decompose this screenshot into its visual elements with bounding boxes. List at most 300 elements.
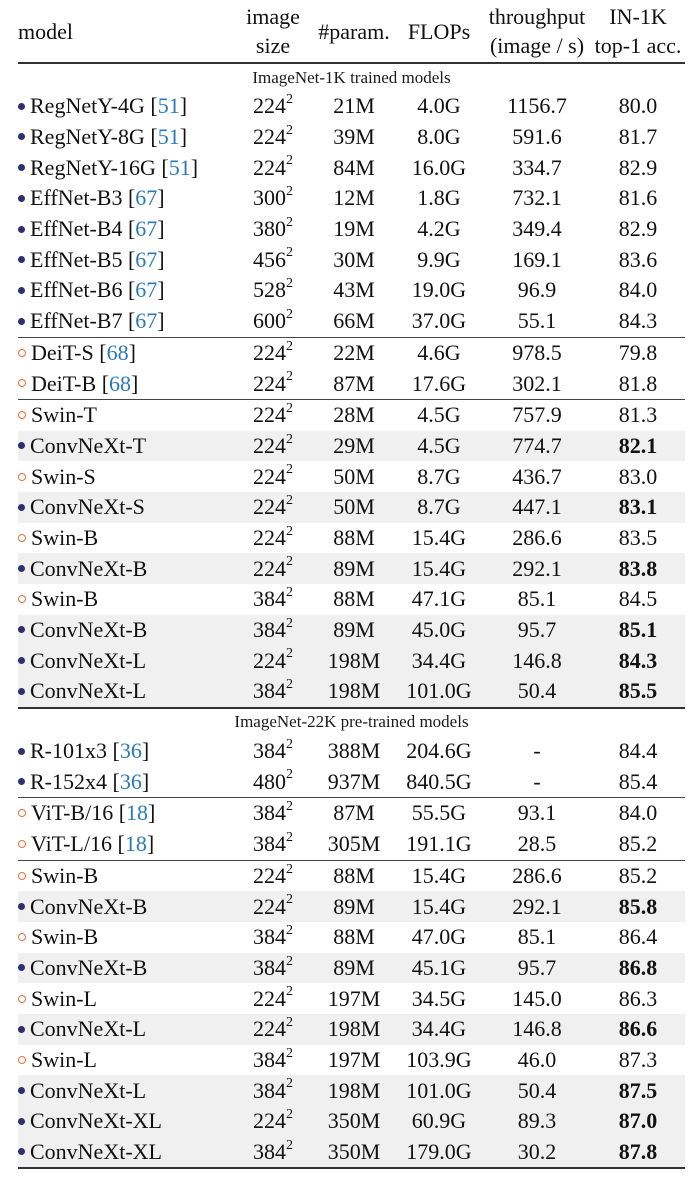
flops-cell: 15.4G	[395, 891, 483, 922]
header-accuracy-line1: IN-1K	[609, 4, 667, 29]
image-size-cell	[233, 766, 313, 797]
accuracy-cell: 84.0	[618, 277, 658, 303]
table-row	[18, 553, 685, 584]
resolution-value: 224	[253, 524, 286, 550]
resolution-exponent: 2	[286, 1045, 293, 1061]
model-name: Swin-B	[31, 524, 99, 550]
params-cell: 22M	[313, 337, 395, 368]
model-name: ConvNeXt-T	[30, 432, 147, 458]
model-cell	[18, 492, 233, 523]
resolution-value: 600	[253, 308, 286, 334]
flops-cell: 4.6G	[395, 337, 483, 368]
convnet-marker-icon	[18, 1118, 25, 1125]
flops-cell: 15.4G	[395, 860, 483, 891]
flops-cell: 1.8G	[417, 185, 461, 211]
model-name: ViT-L/16	[31, 831, 112, 857]
params-cell: 30M	[333, 246, 375, 272]
resolution-value: 224	[253, 1108, 286, 1134]
throughput-cell: 50.4	[483, 676, 591, 708]
model-name: RegNetY-16G	[30, 154, 156, 180]
comparison-table	[18, 0, 685, 1169]
image-size-cell	[233, 91, 313, 122]
params-cell: 21M	[333, 93, 375, 119]
model-name: ViT-B/16	[31, 800, 114, 826]
resolution-value: 224	[253, 370, 286, 396]
throughput-cell: -	[533, 738, 541, 764]
resolution-value: 224	[253, 985, 286, 1011]
resolution-exponent: 2	[286, 554, 293, 570]
table-row	[18, 983, 685, 1014]
throughput-cell: 978.5	[483, 337, 591, 368]
params-cell: 29M	[313, 431, 395, 462]
resolution-exponent: 2	[286, 492, 293, 508]
model-cell	[18, 1106, 233, 1137]
accuracy-cell: 82.9	[618, 154, 658, 180]
resolution-value: 224	[253, 555, 286, 581]
throughput-cell: -	[533, 768, 541, 794]
accuracy-cell: 85.2	[591, 860, 685, 891]
model-name: ConvNeXt-L	[30, 647, 147, 673]
table-row	[18, 615, 685, 646]
transformer-marker-icon	[18, 411, 26, 419]
table-row	[18, 91, 685, 122]
accuracy-cell: 87.3	[618, 1046, 658, 1072]
resolution-exponent: 2	[286, 615, 293, 631]
model-name: EffNet-B6	[30, 277, 123, 303]
transformer-marker-icon	[18, 473, 26, 481]
params-cell: 198M	[313, 1014, 395, 1045]
params-cell: 937M	[327, 768, 381, 794]
table-row	[18, 461, 685, 492]
model-name: ConvNeXt-B	[30, 954, 148, 980]
flops-cell: 103.9G	[406, 1046, 472, 1072]
convnet-marker-icon	[18, 287, 25, 294]
params-cell: 89M	[313, 615, 395, 646]
transformer-marker-icon	[18, 809, 26, 817]
model-cell	[18, 615, 233, 646]
params-cell: 12M	[333, 185, 375, 211]
resolution-exponent: 2	[286, 585, 293, 601]
transformer-marker-icon	[18, 349, 26, 357]
resolution-value: 384	[253, 954, 286, 980]
table-row	[18, 1045, 685, 1076]
table-row	[18, 337, 685, 368]
image-size-cell	[233, 953, 313, 984]
citation-link[interactable]: 18	[126, 800, 149, 826]
model-name: EffNet-B7	[30, 308, 123, 334]
image-size-cell	[233, 553, 313, 584]
image-size-cell	[233, 183, 313, 214]
image-size-cell	[233, 523, 313, 554]
resolution-value: 456	[253, 246, 286, 272]
model-cell: DeiT-S [68]	[18, 337, 233, 368]
header-throughput-line2: (image / s)	[489, 33, 585, 58]
resolution-value: 528	[253, 277, 286, 303]
resolution-exponent: 2	[286, 462, 293, 478]
params-cell: 88M	[333, 924, 375, 950]
image-size-cell	[233, 399, 313, 430]
accuracy-cell: 81.3	[591, 399, 685, 430]
citation-link[interactable]: 67	[135, 246, 158, 272]
flops-cell: 15.4G	[395, 553, 483, 584]
convnet-marker-icon	[18, 964, 25, 971]
convnet-marker-icon	[18, 195, 25, 202]
model-cell: RegNetY-4G [51]	[18, 91, 233, 122]
flops-cell: 9.9G	[417, 246, 461, 272]
transformer-marker-icon	[18, 933, 26, 941]
accuracy-cell: 84.4	[618, 738, 658, 764]
transformer-marker-icon	[18, 1056, 26, 1064]
convnet-marker-icon	[18, 626, 25, 633]
flops-cell: 55.5G	[395, 798, 483, 829]
accuracy-cell: 86.8	[591, 953, 685, 984]
params-cell: 66M	[333, 308, 375, 334]
accuracy-cell: 83.6	[618, 246, 658, 272]
model-name: ConvNeXt-L	[30, 1077, 147, 1103]
convnet-marker-icon	[18, 688, 25, 695]
image-size-cell	[233, 584, 313, 615]
section-title: ImageNet-22K pre-trained models	[18, 708, 685, 736]
resolution-value: 224	[253, 494, 286, 520]
flops-cell: 15.4G	[411, 524, 467, 550]
flops-cell: 45.0G	[395, 615, 483, 646]
convnet-marker-icon	[18, 256, 25, 263]
header-throughput	[483, 0, 591, 63]
table-row	[18, 736, 685, 767]
params-cell: 305M	[327, 831, 381, 857]
params-cell: 89M	[313, 553, 395, 584]
model-cell: RegNetY-16G [51]	[18, 152, 233, 183]
params-cell: 198M	[313, 1075, 395, 1106]
model-cell	[18, 860, 233, 891]
resolution-value: 224	[253, 862, 286, 888]
throughput-cell: 89.3	[483, 1106, 591, 1137]
image-size-cell	[233, 891, 313, 922]
convnet-marker-icon	[18, 226, 25, 233]
table-row	[18, 523, 685, 554]
model-name: Swin-T	[31, 402, 97, 428]
throughput-cell: 334.7	[512, 154, 562, 180]
accuracy-cell: 83.1	[591, 492, 685, 523]
flops-cell: 4.0G	[417, 93, 461, 119]
throughput-cell: 286.6	[483, 860, 591, 891]
header-flops: FLOPs	[407, 18, 471, 44]
header-accuracy	[591, 0, 685, 63]
flops-cell: 191.1G	[406, 831, 472, 857]
model-cell: EffNet-B6 [67]	[18, 275, 233, 306]
model-cell	[18, 523, 233, 554]
model-name: Swin-B	[31, 586, 99, 612]
image-size-cell	[233, 152, 313, 183]
accuracy-cell: 86.3	[618, 985, 658, 1011]
citation-link[interactable]: 67	[135, 185, 158, 211]
header-image-size-line2: size	[255, 33, 291, 58]
throughput-cell: 93.1	[483, 798, 591, 829]
resolution-exponent: 2	[286, 1076, 293, 1092]
accuracy-cell: 84.3	[591, 645, 685, 676]
header-model: model	[18, 18, 73, 44]
model-name: EffNet-B4	[30, 216, 123, 242]
convnet-marker-icon	[18, 103, 25, 110]
throughput-cell: 774.7	[483, 431, 591, 462]
image-size-cell	[233, 1014, 313, 1045]
section-title: ImageNet-1K trained models	[252, 67, 451, 87]
model-cell	[18, 983, 233, 1014]
params-cell: 43M	[333, 277, 375, 303]
resolution-exponent: 2	[286, 953, 293, 969]
resolution-exponent: 2	[286, 306, 293, 322]
model-cell	[18, 584, 233, 615]
model-name: Swin-B	[31, 924, 99, 950]
resolution-value: 384	[253, 738, 286, 764]
header-params: #param.	[318, 18, 390, 44]
throughput-cell: 349.4	[512, 216, 562, 242]
resolution-exponent: 2	[286, 1107, 293, 1123]
citation-link[interactable]: 67	[135, 308, 158, 334]
throughput-cell: 169.1	[512, 246, 562, 272]
convnet-marker-icon	[18, 657, 25, 664]
resolution-exponent: 2	[286, 431, 293, 447]
convnet-marker-icon	[18, 565, 25, 572]
flops-cell: 37.0G	[411, 308, 467, 334]
accuracy-cell: 85.8	[591, 891, 685, 922]
throughput-cell: 55.1	[517, 308, 557, 334]
model-cell	[18, 461, 233, 492]
resolution-exponent: 2	[286, 92, 293, 108]
resolution-value: 224	[253, 1016, 286, 1042]
throughput-cell: 447.1	[483, 492, 591, 523]
params-cell: 198M	[313, 645, 395, 676]
resolution-exponent: 2	[286, 400, 293, 416]
model-name: R-101x3	[30, 738, 107, 764]
throughput-cell: 30.2	[483, 1137, 591, 1169]
table-row	[18, 183, 685, 214]
model-cell: R-152x4 [36]	[18, 766, 233, 797]
model-cell	[18, 891, 233, 922]
citation-link[interactable]: 51	[157, 124, 180, 150]
resolution-exponent: 2	[286, 646, 293, 662]
table-row	[18, 1137, 685, 1169]
header-image-size-line1: image	[246, 4, 300, 29]
image-size-cell	[233, 1045, 313, 1076]
flops-cell: 101.0G	[395, 676, 483, 708]
flops-cell: 60.9G	[395, 1106, 483, 1137]
accuracy-cell: 87.8	[591, 1137, 685, 1169]
resolution-value: 384	[253, 1139, 286, 1165]
params-cell: 39M	[333, 124, 375, 150]
convnet-marker-icon	[18, 748, 25, 755]
citation-link[interactable]: 68	[109, 370, 132, 396]
accuracy-cell: 81.8	[618, 370, 658, 396]
model-name: ConvNeXt-L	[30, 1016, 147, 1042]
flops-cell: 4.5G	[395, 399, 483, 430]
image-size-cell	[233, 368, 313, 399]
convnet-marker-icon	[18, 504, 25, 511]
table-row	[18, 368, 685, 399]
image-size-cell	[233, 1075, 313, 1106]
citation-link[interactable]: 36	[119, 768, 142, 794]
resolution-value: 224	[253, 93, 286, 119]
table-header	[18, 0, 685, 63]
params-cell: 87M	[333, 370, 375, 396]
table-row	[18, 1106, 685, 1137]
resolution-exponent: 2	[286, 1014, 293, 1030]
resolution-value: 384	[253, 924, 286, 950]
throughput-cell: 591.6	[512, 124, 562, 150]
header-accuracy-line2: top-1 acc.	[594, 33, 682, 58]
transformer-marker-icon	[18, 379, 26, 387]
resolution-value: 384	[253, 617, 286, 643]
model-name: RegNetY-8G	[30, 124, 145, 150]
params-cell: 388M	[327, 738, 381, 764]
citation-link[interactable]: 36	[119, 738, 142, 764]
model-cell	[18, 1014, 233, 1045]
convnet-marker-icon	[18, 778, 25, 785]
resolution-value: 224	[253, 154, 286, 180]
accuracy-cell: 86.6	[591, 1014, 685, 1045]
params-cell: 88M	[333, 586, 375, 612]
resolution-exponent: 2	[286, 922, 293, 938]
citation-link[interactable]: 51	[168, 154, 191, 180]
table-row	[18, 860, 685, 891]
resolution-exponent: 2	[286, 276, 293, 292]
citation-link[interactable]: 67	[135, 277, 158, 303]
convnet-marker-icon	[18, 1148, 25, 1155]
image-size-cell	[233, 615, 313, 646]
resolution-exponent: 2	[286, 984, 293, 1000]
image-size-cell	[233, 431, 313, 462]
transformer-marker-icon	[18, 534, 26, 542]
model-cell	[18, 645, 233, 676]
model-cell	[18, 399, 233, 430]
accuracy-cell: 85.4	[618, 768, 658, 794]
params-cell: 89M	[313, 953, 395, 984]
flops-cell: 8.7G	[395, 492, 483, 523]
flops-cell: 17.6G	[411, 370, 467, 396]
convnet-marker-icon	[18, 318, 25, 325]
image-size-cell	[233, 461, 313, 492]
model-cell	[18, 1075, 233, 1106]
model-name: ConvNeXt-B	[30, 893, 148, 919]
model-cell: ViT-B/16 [18]	[18, 798, 233, 829]
table-row	[18, 766, 685, 797]
citation-link[interactable]: 18	[124, 831, 147, 857]
transformer-marker-icon	[18, 840, 26, 848]
params-cell: 50M	[313, 492, 395, 523]
model-name: Swin-L	[31, 1046, 97, 1072]
table-row	[18, 953, 685, 984]
citation-link[interactable]: 51	[157, 93, 180, 119]
table-row	[18, 891, 685, 922]
params-cell: 88M	[333, 524, 375, 550]
resolution-value: 384	[253, 586, 286, 612]
accuracy-cell: 85.1	[591, 615, 685, 646]
flops-cell: 16.0G	[411, 154, 467, 180]
flops-cell: 19.0G	[411, 277, 467, 303]
throughput-cell: 1156.7	[507, 93, 567, 119]
model-name: DeiT-S	[31, 339, 94, 365]
resolution-exponent: 2	[286, 369, 293, 385]
resolution-value: 224	[253, 124, 286, 150]
image-size-cell	[233, 492, 313, 523]
model-name: ConvNeXt-L	[30, 678, 147, 704]
model-cell: ViT-L/16 [18]	[18, 829, 233, 860]
accuracy-cell: 82.1	[591, 431, 685, 462]
model-cell	[18, 1045, 233, 1076]
flops-cell: 45.1G	[395, 953, 483, 984]
image-size-cell	[233, 829, 313, 860]
image-size-cell	[233, 1137, 313, 1169]
model-name: ConvNeXt-B	[30, 617, 148, 643]
convnet-marker-icon	[18, 164, 25, 171]
params-cell: 197M	[327, 985, 381, 1011]
accuracy-cell: 83.5	[618, 524, 658, 550]
model-cell	[18, 676, 233, 708]
table-row	[18, 492, 685, 523]
throughput-cell: 436.7	[512, 463, 562, 489]
accuracy-cell: 87.0	[591, 1106, 685, 1137]
resolution-value: 480	[253, 768, 286, 794]
image-size-cell	[233, 306, 313, 337]
flops-cell: 840.5G	[406, 768, 472, 794]
resolution-exponent: 2	[286, 214, 293, 230]
convnet-marker-icon	[18, 133, 25, 140]
accuracy-cell: 83.0	[618, 463, 658, 489]
table-row	[18, 829, 685, 860]
image-size-cell	[233, 244, 313, 275]
resolution-value: 384	[253, 1046, 286, 1072]
model-cell: EffNet-B3 [67]	[18, 183, 233, 214]
resolution-value: 224	[253, 463, 286, 489]
resolution-exponent: 2	[286, 184, 293, 200]
image-size-cell	[233, 676, 313, 708]
accuracy-cell: 81.7	[618, 124, 658, 150]
params-cell: 350M	[313, 1137, 395, 1169]
throughput-cell: 292.1	[483, 553, 591, 584]
transformer-marker-icon	[18, 872, 26, 880]
model-name: Swin-S	[31, 463, 96, 489]
image-size-cell	[233, 983, 313, 1014]
resolution-value: 300	[253, 185, 286, 211]
resolution-value: 384	[253, 831, 286, 857]
accuracy-cell: 82.9	[618, 216, 658, 242]
params-cell: 84M	[333, 154, 375, 180]
throughput-cell: 95.7	[483, 615, 591, 646]
resolution-value: 224	[253, 893, 286, 919]
model-cell: EffNet-B7 [67]	[18, 306, 233, 337]
image-size-cell	[233, 922, 313, 953]
accuracy-cell: 84.5	[618, 586, 658, 612]
model-cell	[18, 553, 233, 584]
table-row	[18, 399, 685, 430]
image-size-cell	[233, 798, 313, 829]
image-size-cell	[233, 122, 313, 153]
section-header-row	[18, 708, 685, 736]
citation-link[interactable]: 68	[106, 339, 129, 365]
resolution-exponent: 2	[286, 677, 293, 693]
model-cell: EffNet-B5 [67]	[18, 244, 233, 275]
convnet-marker-icon	[18, 442, 25, 449]
table-body	[18, 63, 685, 1168]
model-name: ConvNeXt-B	[30, 555, 148, 581]
flops-cell: 8.7G	[417, 463, 461, 489]
citation-link[interactable]: 67	[135, 216, 158, 242]
throughput-cell: 96.9	[517, 277, 557, 303]
throughput-cell: 286.6	[512, 524, 562, 550]
convnet-marker-icon	[18, 1026, 25, 1033]
resolution-exponent: 2	[286, 799, 293, 815]
flops-cell: 4.5G	[395, 431, 483, 462]
